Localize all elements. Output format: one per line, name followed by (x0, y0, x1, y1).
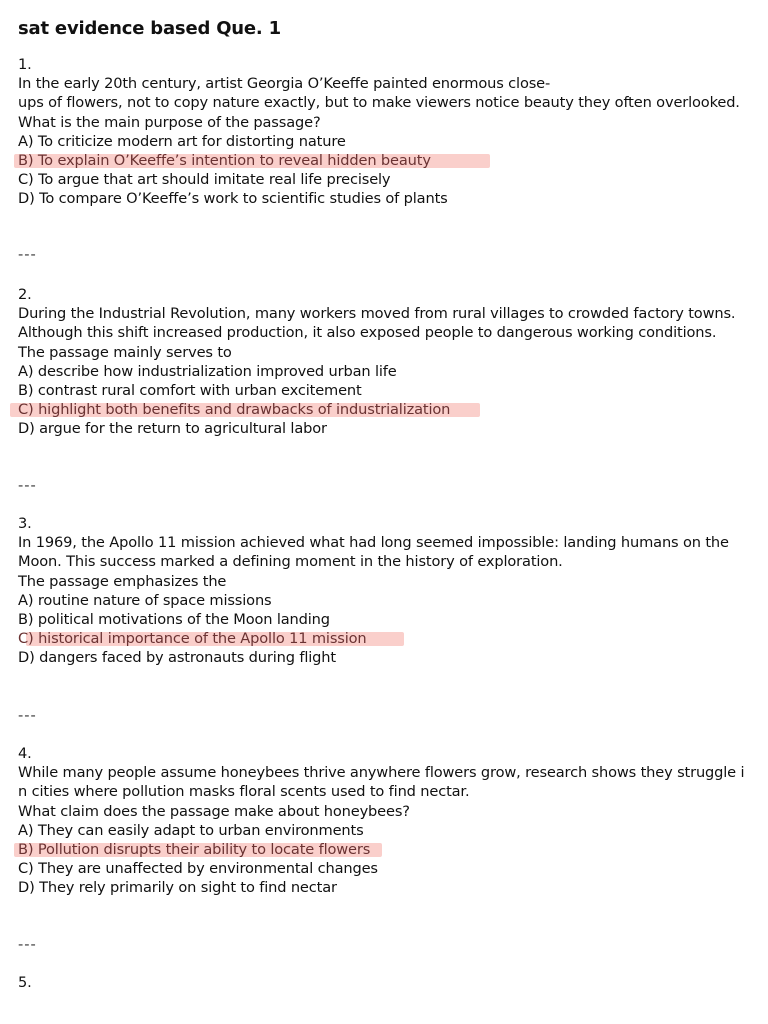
answer-option-d: D) dangers faced by astronauts during flight (18, 649, 336, 667)
question-prompt: The passage mainly serves to (18, 343, 232, 361)
passage-line: Moon. This success marked a defining moment in the history of exploration. (18, 553, 563, 571)
passage-line: ups of flowers, not to copy nature exactly, but to make viewers notice beauty they often overlooked. (18, 94, 740, 112)
answer-option-a: A) routine nature of space missions (18, 591, 272, 609)
answer-option-label: B) To explain O’Keeffe’s intention to reveal hidden beauty (18, 151, 431, 169)
answer-option-d: D) To compare O’Keeffe’s work to scientific studies of plants (18, 190, 448, 208)
passage-line: Although this shift increased production, it also exposed people to dangerous working conditions. (18, 324, 717, 342)
question-number: 3. (18, 515, 32, 532)
answer-option-label: C) highlight both benefits and drawbacks of industrialization (18, 401, 451, 419)
answer-option-c: C) They are unaffected by environmental changes (18, 860, 378, 878)
question-5 (18, 973, 758, 992)
question-number: 1. (18, 56, 32, 73)
question-prompt: What is the main purpose of the passage? (18, 113, 321, 131)
question-prompt: What claim does the passage make about honeybees? (18, 802, 410, 820)
passage-line: n cities where pollution masks floral scents used to find nectar. (18, 783, 470, 801)
answer-option-d: D) They rely primarily on sight to find nectar (18, 879, 337, 897)
answer-option-c: C) To argue that art should imitate real life precisely (18, 171, 391, 189)
answer-option-a: A) describe how industrialization improved urban life (18, 362, 397, 380)
passage-line: During the Industrial Revolution, many workers moved from rural villages to crowded factory towns. (18, 305, 736, 323)
answer-option-c-highlighted (18, 629, 758, 648)
question-4 (18, 744, 758, 898)
passage-line: In the early 20th century, artist Georgia O’Keeffe painted enormous close- (18, 75, 551, 93)
answer-option-label: C) historical importance of the Apollo 11 mission (18, 630, 367, 648)
answer-option-label: B) Pollution disrupts their ability to locate flowers (18, 840, 371, 858)
answer-option-d: D) argue for the return to agricultural labor (18, 420, 327, 438)
separator: --- (18, 707, 37, 724)
question-3 (18, 514, 758, 668)
passage-line: In 1969, the Apollo 11 mission achieved what had long seemed impossible: landing humans on the (18, 534, 729, 552)
document-title: sat evidence based Que. 1 (18, 18, 281, 39)
answer-option-b: B) contrast rural comfort with urban excitement (18, 381, 362, 399)
separator: --- (18, 246, 37, 263)
question-2 (18, 285, 758, 439)
question-number: 4. (18, 745, 32, 762)
separator: --- (18, 936, 37, 953)
passage-line: While many people assume honeybees thrive anywhere flowers grow, research shows they struggle i (18, 764, 745, 782)
separator: --- (18, 477, 37, 494)
answer-option-b-highlighted (18, 151, 758, 170)
answer-option-b: B) political motivations of the Moon landing (18, 610, 330, 628)
question-number: 2. (18, 286, 32, 303)
answer-option-a: A) They can easily adapt to urban environments (18, 821, 364, 839)
question-number: 5. (18, 974, 32, 991)
question-1 (18, 55, 758, 209)
answer-option-b-highlighted (18, 840, 758, 859)
answer-option-a: A) To criticize modern art for distorting nature (18, 132, 346, 150)
answer-option-c-highlighted (18, 400, 758, 419)
question-prompt: The passage emphasizes the (18, 572, 227, 590)
